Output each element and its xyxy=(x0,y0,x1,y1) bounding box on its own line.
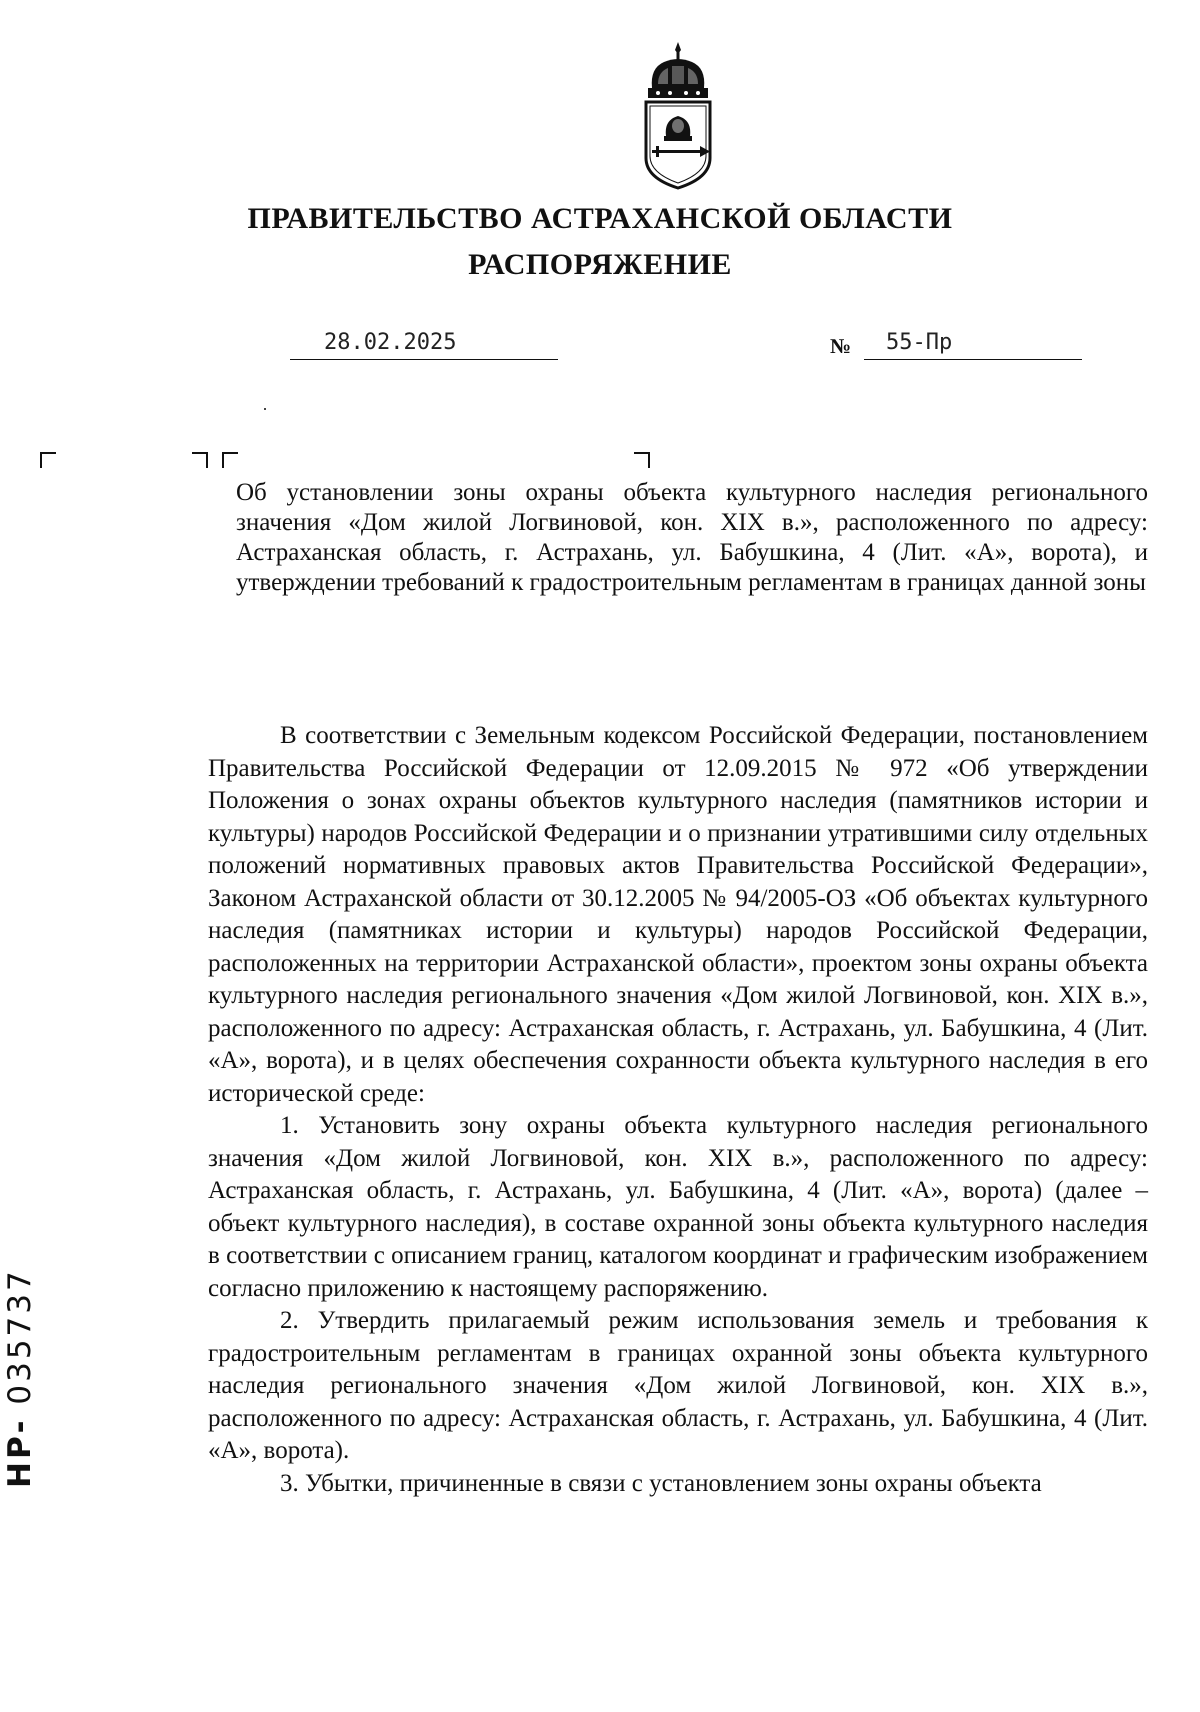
margin-corner-mark xyxy=(40,452,56,468)
document-date-field: 28.02.2025 xyxy=(290,328,558,360)
item-1-paragraph: 1. Установить зону охраны объекта культурного наследия регионального значения «Дом жилой Логвиновой, кон. XIX в.», расположенного по адресу: Астраханская область, г. Астрахань, ул. Бабушкина, 4 (Лит. «А», ворота) (далее – объект культурного наследия), в составе охранной зоны объекта культурного наследия в соответствии с описанием границ, каталогом координат и графическим изображением согласно приложению к настоящему распоряжению. xyxy=(208,1112,1148,1302)
serial-number: 035737 xyxy=(2,1268,38,1405)
scan-speck xyxy=(264,408,266,410)
document-type-title: РАСПОРЯЖЕНИЕ xyxy=(468,248,732,281)
serial-prefix: НР- xyxy=(2,1417,38,1488)
preamble-paragraph: В соответствии с Земельным кодексом Российской Федерации, постановлением Правительства Российской Федерации от 12.09.2015 № 972 «Об утверждении Положения о зонах охраны объектов культурного наследия (памятников истории и культуры) народов Российской Федерации и о признании утратившими силу отдельных положений нормативных правовых актов Правительства Российской Федерации», Законом Астраханской области от 30.12.2005 № 94/2005-ОЗ «Об объектах культурного наследия (памятниках истории и культуры) народов Российской Федерации, расположенных на территории Астраханской области», проектом зоны охраны объекта культурного наследия регионального значения «Дом жилой Логвиновой, кон. XIX в.», расположенного по адресу: Астраханская область, г. Астрахань, ул. Бабушкина, 4 (Лит. «А», ворота), и в целях обеспечения сохранности объекта культурного наследия в его исторической среде: xyxy=(208,722,1148,1107)
number-sign-label: № xyxy=(830,334,852,358)
coat-of-arms-icon xyxy=(638,40,718,190)
document-body xyxy=(208,720,1148,1500)
subject-corner-mark xyxy=(634,452,650,468)
margin-corner-mark xyxy=(192,452,208,468)
item-3-paragraph: 3. Убытки, причиненные в связи с установлением зоны охраны объекта xyxy=(280,1469,1042,1497)
form-serial-number xyxy=(2,1268,42,1488)
subject-corner-mark xyxy=(222,452,238,468)
document-number-field: 55-Пр xyxy=(864,328,1082,360)
government-title: ПРАВИТЕЛЬСТВО АСТРАХАНСКОЙ ОБЛАСТИ xyxy=(247,202,953,235)
item-2-paragraph: 2. Утвердить прилагаемый режим использования земель и требования к градостроительным регламентам в границах охранной зоны объекта культурного наследия регионального значения «Дом жилой Логвиновой, кон. XIX в.», расположенного по адресу: Астраханская область, г. Астрахань, ул. Бабушкина, 4 (Лит. «А», ворота). xyxy=(208,1307,1148,1464)
document-subject: Об установлении зоны охраны объекта культурного наследия регионального значения «Дом жилой Логвиновой, кон. XIX в.», расположенного по адресу: Астраханская область, г. Астрахань, ул. Бабушкина, 4 (Лит. «А», ворота), и утверждении требований к градостроительным регламентам в границах данной зоны xyxy=(236,479,1148,596)
